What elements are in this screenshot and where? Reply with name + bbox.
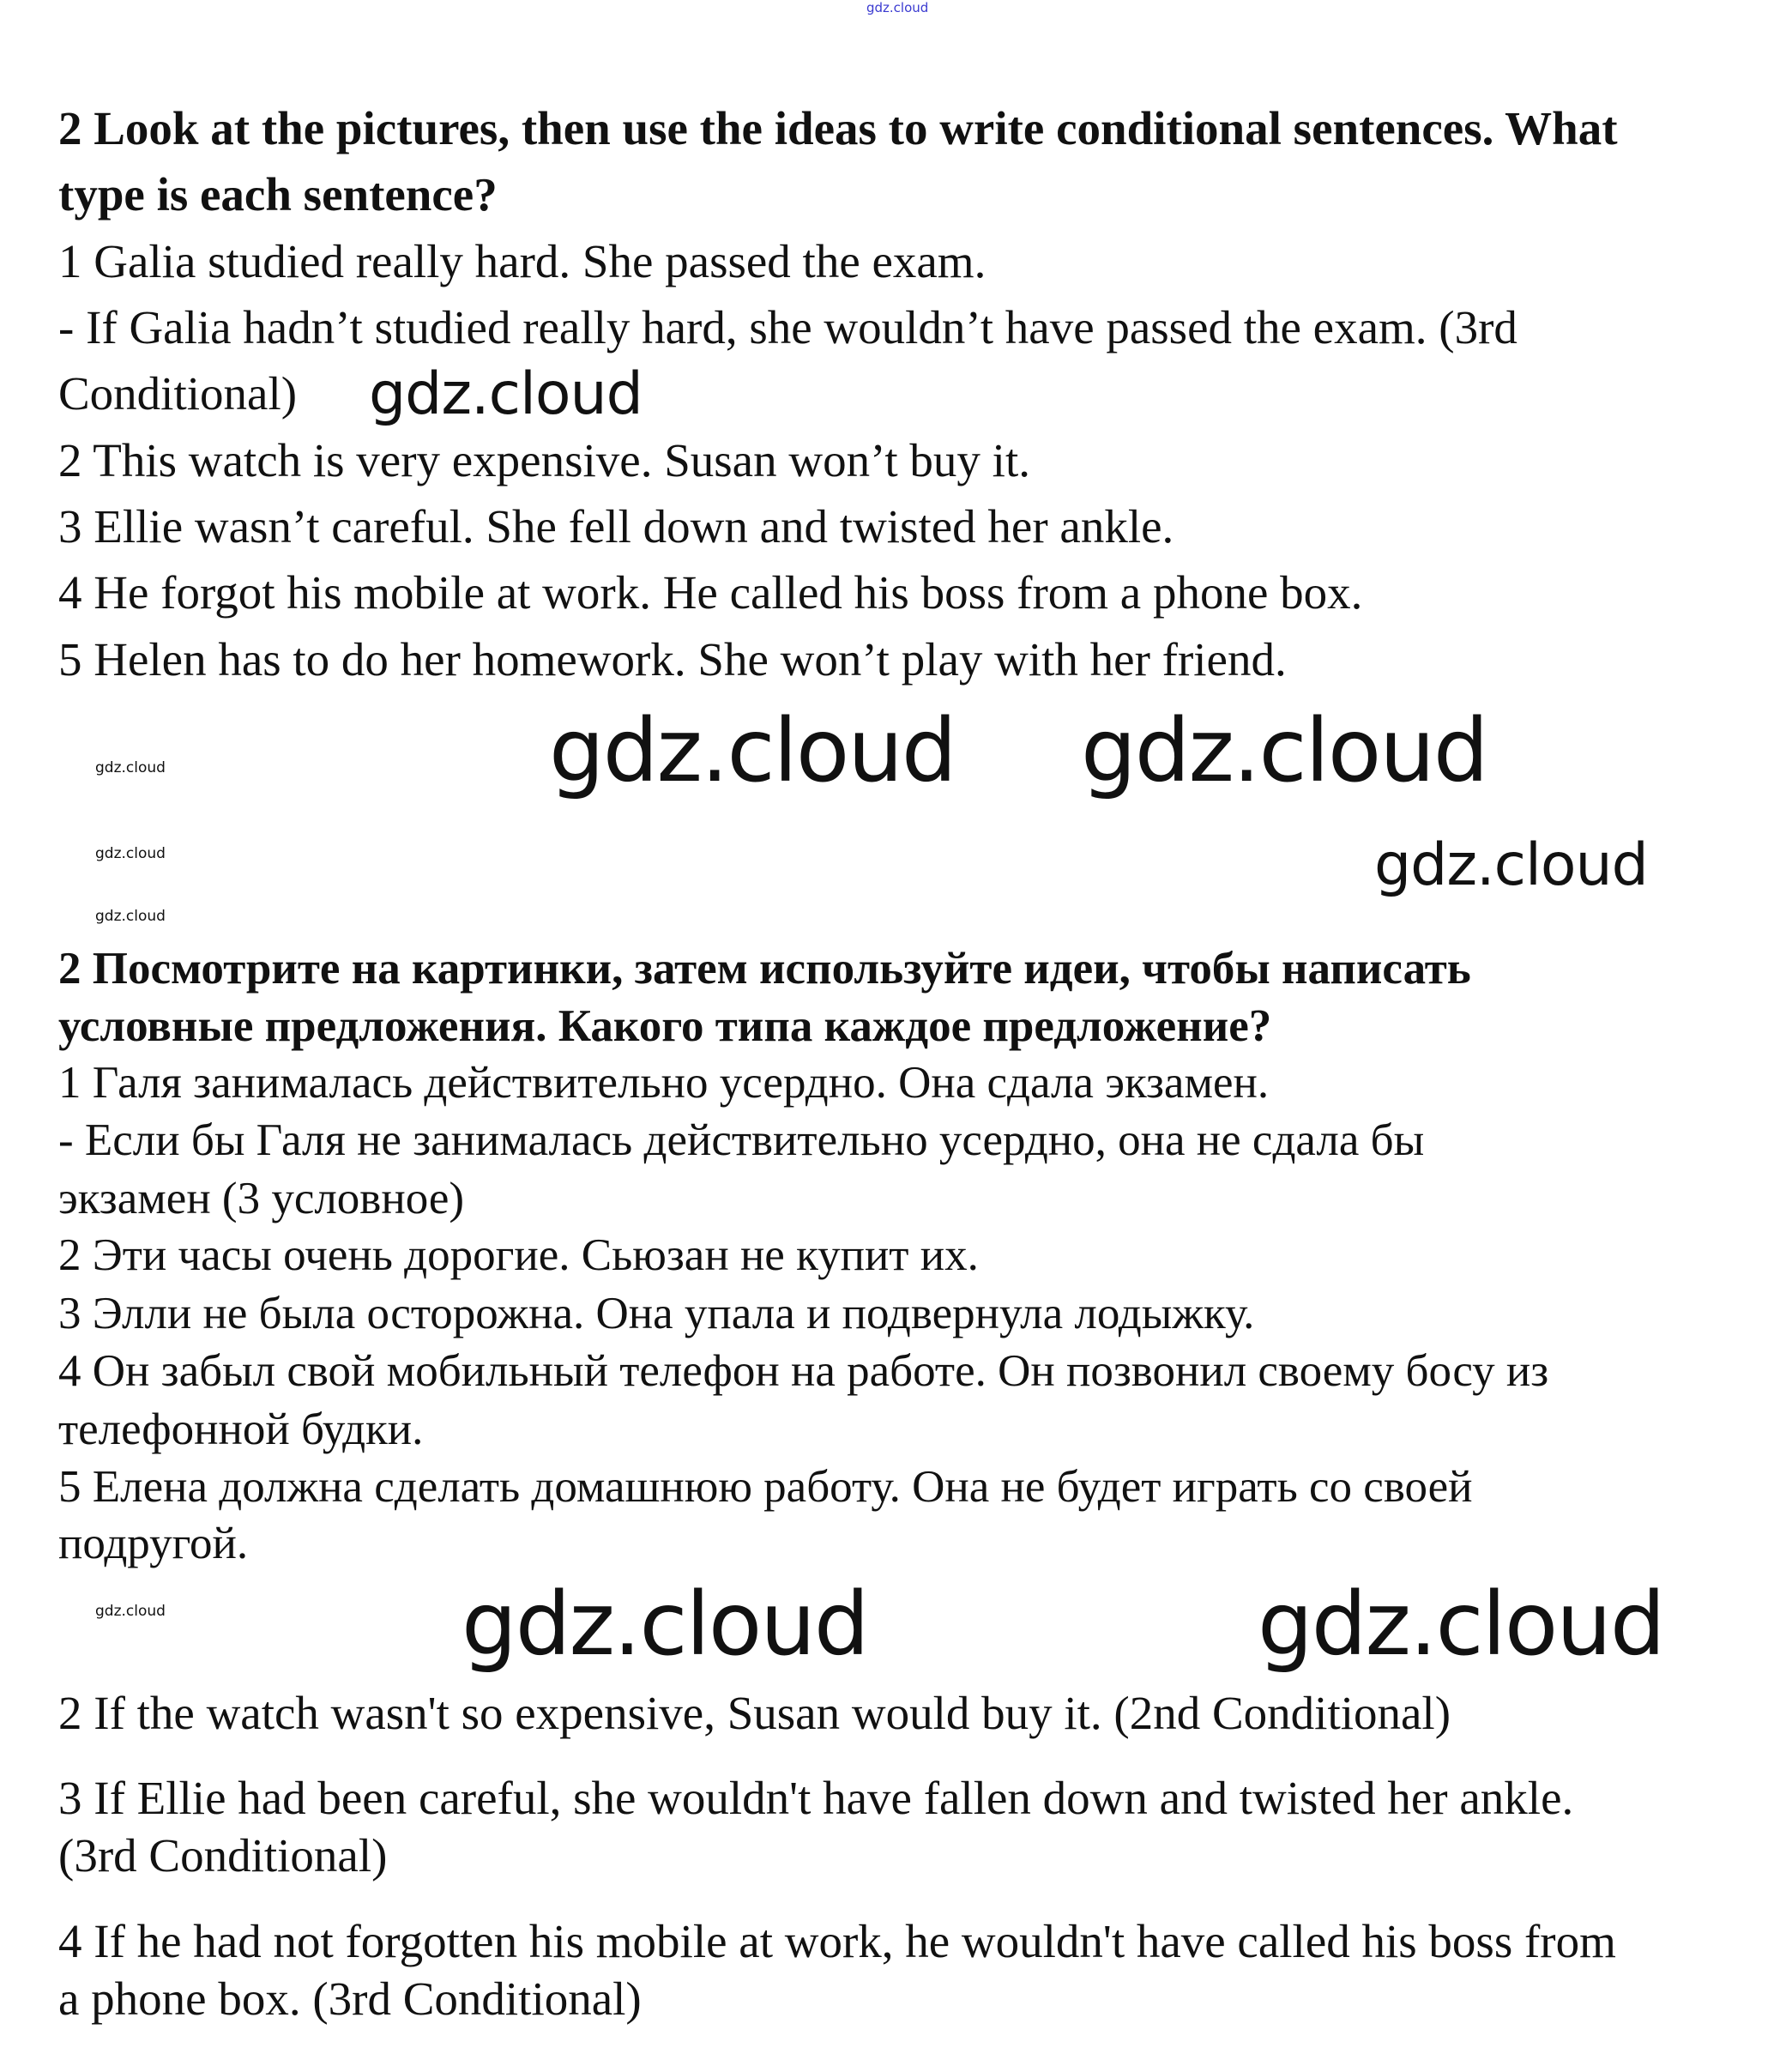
russian-line: - Если бы Галя не занималась действительно усердно, она не сдала бы <box>58 1115 1425 1165</box>
english-line: 2 This watch is very expensive. Susan won’t buy it. <box>58 434 1030 486</box>
watermark: gdz.cloud <box>1081 700 1487 802</box>
answer-line: 2 If the watch wasn't so expensive, Susan would buy it. (2nd Conditional) <box>58 1687 1451 1739</box>
russian-heading-line-2: условные предложения. Какого типа каждое предложение? <box>58 1001 1272 1051</box>
russian-line: 4 Он забыл свой мобильный телефон на работе. Он позвонил своему босу из <box>58 1346 1549 1396</box>
watermark-small: gdz.cloud <box>95 759 166 776</box>
english-line: 4 He forgot his mobile at work. He called his boss from a phone box. <box>58 566 1363 619</box>
watermark-small: gdz.cloud <box>95 845 166 862</box>
watermark: gdz.cloud <box>369 360 643 428</box>
english-line: 5 Helen has to do her homework. She won’t play with her friend. <box>58 633 1287 686</box>
answer-line: (3rd Conditional) <box>58 1829 388 1882</box>
watermark: gdz.cloud <box>1258 1574 1664 1676</box>
watermark: gdz.cloud <box>462 1574 868 1676</box>
russian-line: 1 Галя занималась действительно усердно. Она сдала экзамен. <box>58 1058 1270 1108</box>
russian-line: телефонной будки. <box>58 1404 424 1454</box>
watermark-small: gdz.cloud <box>95 908 166 925</box>
russian-line: 5 Елена должна сделать домашнюю работу. Она не будет играть со своей <box>58 1462 1473 1512</box>
answer-line: 3 If Ellie had been careful, she wouldn't have fallen down and twisted her ankle. <box>58 1772 1574 1824</box>
russian-line: 3 Элли не была осторожна. Она упала и подвернула лодыжку. <box>58 1289 1255 1338</box>
english-heading-line-1: 2 Look at the pictures, then use the ideas to write conditional sentences. What <box>58 102 1618 154</box>
english-heading-line-2: type is each sentence? <box>58 168 498 220</box>
russian-heading-line-1: 2 Посмотрите на картинки, затем используйте идеи, чтобы написать <box>58 944 1471 994</box>
english-line: - If Galia hadn’t studied really hard, she wouldn’t have passed the exam. (3rd <box>58 301 1517 353</box>
watermark-small: gdz.cloud <box>95 1603 166 1620</box>
russian-line: экзамен (3 условное) <box>58 1174 465 1223</box>
answer-line: a phone box. (3rd Conditional) <box>58 1972 642 2025</box>
russian-line: 2 Эти часы очень дорогие. Сьюзан не купит их. <box>58 1230 979 1280</box>
english-line: 3 Ellie wasn’t careful. She fell down and twisted her ankle. <box>58 500 1174 553</box>
watermark: gdz.cloud <box>1374 831 1648 899</box>
watermark-top: gdz.cloud <box>866 0 929 15</box>
english-line: 1 Galia studied really hard. She passed the exam. <box>58 235 987 287</box>
watermark: gdz.cloud <box>549 700 956 802</box>
russian-line: подругой. <box>58 1519 249 1568</box>
answer-line: 4 If he had not forgotten his mobile at work, he wouldn't have called his boss from <box>58 1915 1616 1967</box>
english-line: Conditional) <box>58 367 298 420</box>
